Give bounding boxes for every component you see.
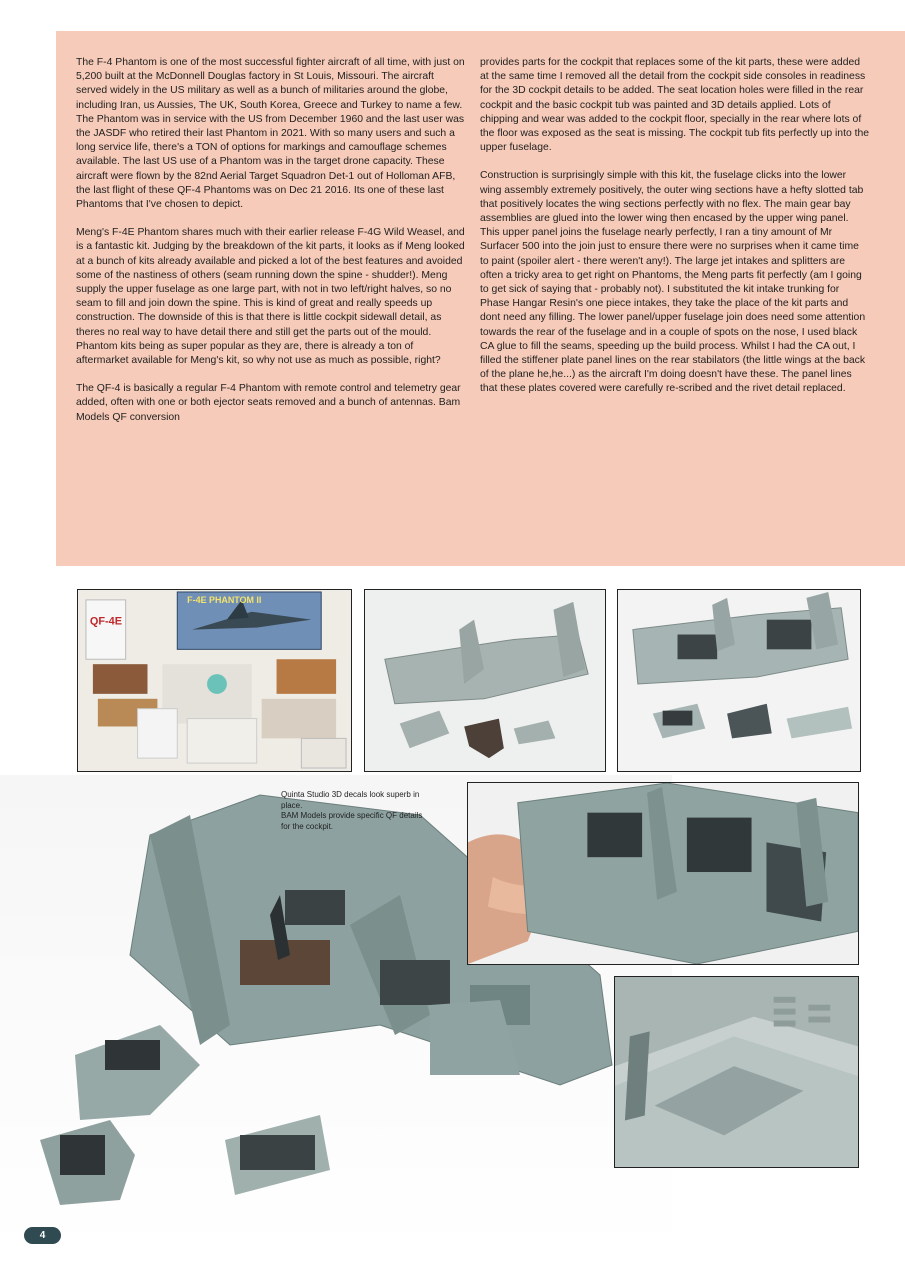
kit-label: QF-4E <box>89 615 123 628</box>
hand-held-cockpit-photo <box>467 782 859 965</box>
paragraph-qf4: The QF-4 is basically a regular F-4 Phantom with remote control and telemetry gear added, often with one or both ejector seats removed and a bunch of antennas. Bam Models QF conversion <box>76 383 461 423</box>
page-number-badge: 4 <box>24 1227 61 1244</box>
article-text-panel <box>56 31 905 566</box>
fuselage-interior-photo <box>614 976 859 1168</box>
article-left-column <box>76 56 466 439</box>
paragraph-construction: Construction is surprisingly simple with this kit, the fuselage clicks into the lower wing assembly extremely positively, the outer wing sections have a hefty slotted tab that positively locates the wing sections perfectly with no flex. The main gear bay assemblies are glued into the lower wing then encased by the upper wing panel. This upper panel joins the fuselage nearly perfectly, I ran a tiny amount of Mr Surfacer 500 into the join just to ensure there were no surprises when it came time to paint (spoiler alert - there weren't any!). The large jet intakes and splitters are often a tricky area to get right on Phantoms, the Meng parts fit perfectly (am I going to get sick of saying that - probably not). I substituted the kit intake trunking for Phase Hangar Resin's one piece intakes, they take the place of the kit parts and dont need any filling. The lower panel/upper fuselage join does need some attention towards the rear of the fuselage and in a couple of spots on the nose, I used black CA glue to fill the seams, speeding up the build process. Whilst I had the CA out, I filled the stiffener plate panel lines on the rear stabilators (the little wings at the back of the plane he,he...) as the aircraft I'm doing doesn't have these. The panel lines that these plates covered were carefully re-scribed and the rivet detail replaced. <box>480 170 866 395</box>
paragraph-intro: The F-4 Phantom is one of the most successful fighter aircraft of all time, with just on 5,200 built at the McDonnell Douglas factory in St Louis, Missouri. The aircraft served widely in the US military as well as a bunch of militaries around the globe, including Iran, us Aussies, The UK, South Korea, Greece and Turkey to name a few. The Phantom was in service with the US from December 1960 and the last user was the JASDF who retired their last Phantom in 2021. With so many users and such a long service life, there's a TON of options for markings and camouflage schemes available. The last US use of a Phantom was in the target drone capacity. These aircraft were flown by the 82nd Aerial Target Squadron Det-1 out of Holloman AFB, the last flight of these QF-4 Phantoms was on Dec 21 2016. Its one of these last Phantoms that I've chosen to depict. <box>76 57 465 211</box>
paragraph-meng-kit: Meng's F-4E Phantom shares much with their earlier release F-4G Wild Weasel, and is a fantastic kit. Judging by the breakdown of the kit parts, it looks as if Meng looked at a bunch of kits already available and picked a lot of the best features and avoided some of the nastiness of others (seam running down the spine - shudder!). Meng supply the upper fuselage as one large part, with not in two left/right halves, so no seam to fill and join down the spine. This is kind of great and really speeds up construction. The downside of this is that there is little cockpit sidewall detail, as theres no real way to have detail there and still get the parts out of the mould. Phantom kits being as super popular as they are, there is already a ton of aftermarket available for Meng's kit, so why not use as much as possible, right? <box>76 227 465 367</box>
caption-line-decals: Quinta Studio 3D decals look superb in place. <box>281 790 420 810</box>
kit-contents-photo <box>77 589 352 772</box>
photo-caption <box>281 790 431 832</box>
paragraph-cockpit: provides parts for the cockpit that replaces some of the kit parts, these were added at the same time I removed all the detail from the cockpit side consoles in readiness for the 3D cockpit details to be added. The seat location holes were filled in the rear cockpit and the basic cockpit tub was painted and 3D details applied. Lots of chipping and wear was added to the cockpit floor, specially in the rear where lots of the floor was exposed as the seat is missing. The cockpit tub fits perfectly up into the upper fuselage. <box>480 57 870 154</box>
cockpit-tub-parts-photo <box>364 589 606 772</box>
cockpit-decals-photo <box>617 589 861 772</box>
kit-box-title: F-4E PHANTOM II <box>187 594 262 605</box>
caption-line-bam: BAM Models provide specific QF details for the cockpit. <box>281 811 423 831</box>
article-right-column <box>480 56 870 411</box>
